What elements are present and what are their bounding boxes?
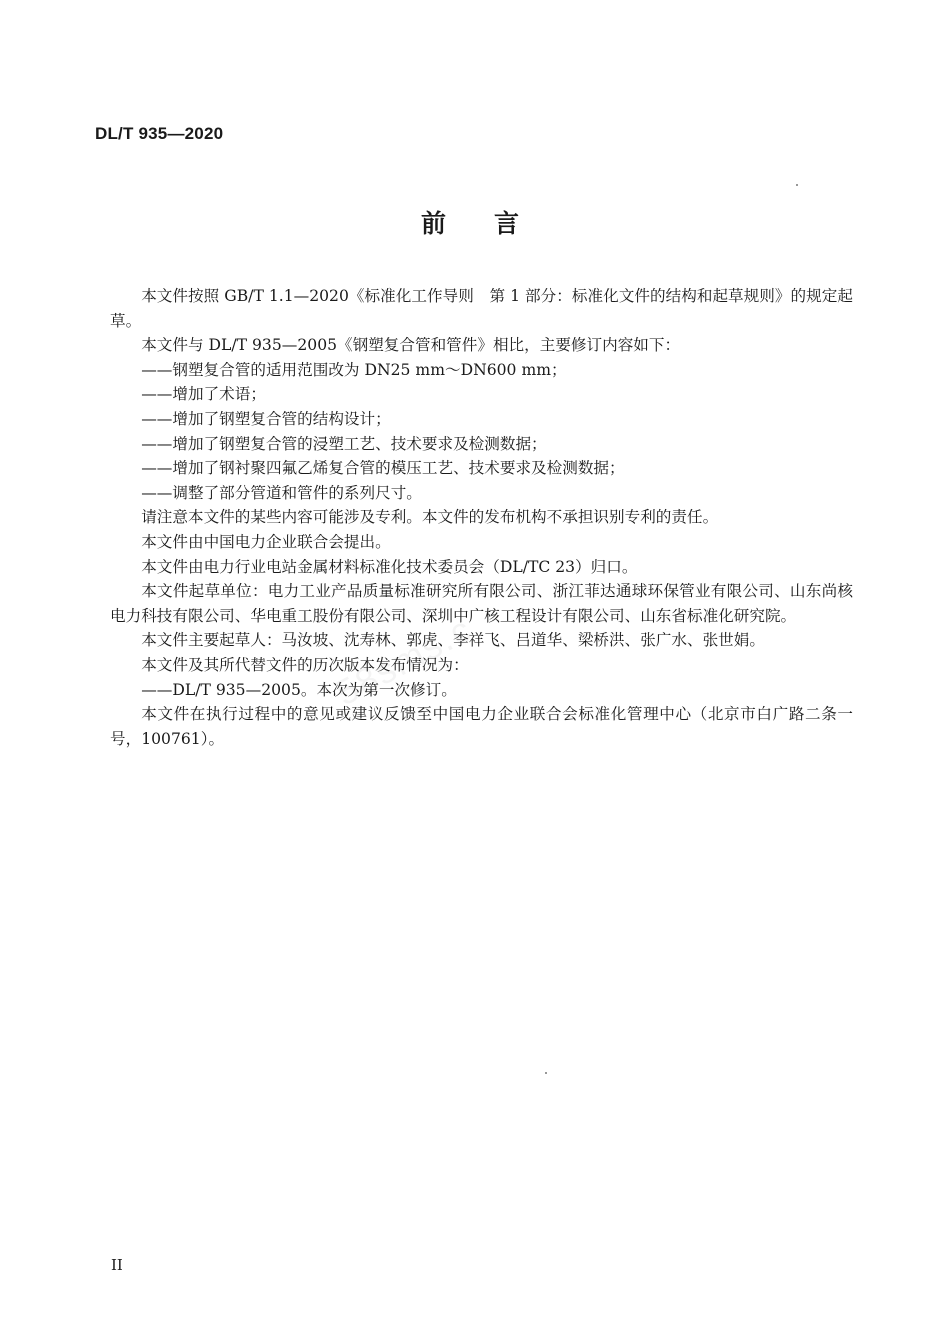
paragraph-feedback: 本文件在执行过程中的意见或建议反馈至中国电力企业联合会标准化管理中心（北京市白广路二条一号，100761）。 (110, 705, 853, 748)
revision-item: ——增加了钢塑复合管的结构设计； (141, 409, 391, 428)
paragraph-history: 本文件及其所代替文件的历次版本发布情况为： (141, 655, 469, 674)
page-number: II (111, 1256, 123, 1274)
revision-item: ——调整了部分管道和管件的系列尺寸。 (141, 483, 422, 502)
document-code: DL/T 935—2020 (95, 124, 224, 143)
scan-speck (796, 184, 798, 186)
page-title: 前言 (420, 209, 567, 238)
paragraph-drafting-rules: 本文件按照 GB/T 1.1—2020《标准化工作导则 第 1 部分：标准化文件的结构和起草规则》的规定起草。 (110, 287, 853, 330)
paragraph-drafters: 本文件主要起草人：马汝坡、沈寿林、郭虎、李祥飞、吕道华、梁桥洪、张广水、张世娟。 (141, 631, 765, 650)
foreword-body (110, 284, 853, 751)
revision-item: ——增加了术语； (141, 385, 266, 404)
history-item: ——DL/T 935—2005。本次为第一次修订。 (141, 680, 457, 699)
paragraph-patent-notice: 请注意本文件的某些内容可能涉及专利。本文件的发布机构不承担识别专利的责任。 (141, 508, 719, 527)
paragraph-committee: 本文件由电力行业电站金属材料标准化技术委员会（DL/TC 23）归口。 (141, 557, 638, 576)
paragraph-revision-intro: 本文件与 DL/T 935—2005《钢塑复合管和管件》相比，主要修订内容如下： (141, 336, 681, 355)
paragraph-drafting-units: 本文件起草单位：电力工业产品质量标准研究所有限公司、浙江菲达通球环保管业有限公司、山东尚核电力科技有限公司、华电重工股份有限公司、深圳中广核工程设计有限公司、山东省标准化研究院。 (110, 582, 853, 625)
scan-speck (545, 1072, 547, 1074)
revision-item: ——钢塑复合管的适用范围改为 DN25 mm～DN600 mm； (141, 360, 567, 379)
paragraph-proposer: 本文件由中国电力企业联合会提出。 (141, 532, 391, 551)
revision-item: ——增加了钢塑复合管的浸塑工艺、技术要求及检测数据； (141, 434, 547, 453)
revision-item: ——增加了钢衬聚四氟乙烯复合管的模压工艺、技术要求及检测数据； (141, 459, 625, 478)
